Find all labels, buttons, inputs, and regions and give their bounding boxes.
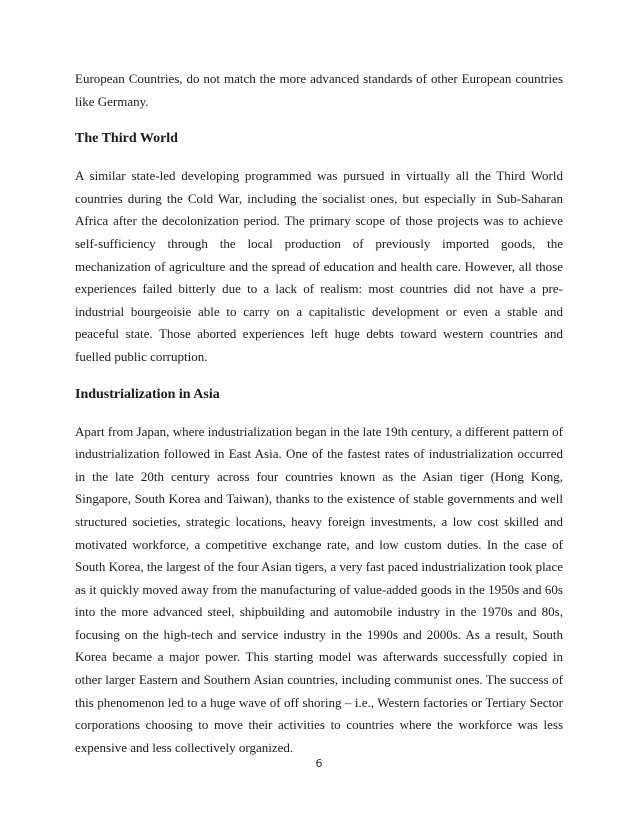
intro-paragraph: European Countries, do not match the more advanced standards of other European countries like Germany. (75, 71, 563, 109)
section-paragraph-industrialization-asia: Apart from Japan, where industrialization began in the late 19th century, a different pattern of industrialization followed in East Asia. One of the fastest rates of industrialization occurred in the late 20th century across four countries known as the Asian tiger (Hong Kong, Singapore, South Korea and Taiwan), thanks to the existence of stable governments and well structured societies, strategic locations, heavy foreign investments, a low cost skilled and motivated workforce, a competitive exchange rate, and low custom duties. In the case of South Korea, the largest of the four Asian tigers, a very fast paced industrialization took place as it quickly moved away from the manufacturing of value-added goods in the 1950s and 60s into the more advanced steel, shipbuilding and automobile industry in the 1970s and 80s, focusing on the high-tech and service industry in the 1990s and 2000s. As a result, South Korea became a major power. This starting model was afterwards successfully copied in other larger Eastern and Southern Asian countries, including communist ones. The success of this phenomenon led to a huge wave of off shoring – i.e., Western factories or Tertiary Sector corporations choosing to move their activities to countries where the workforce was less expensive and less collectively organized. (75, 423, 563, 755)
section-heading-third-world: The Third World (75, 131, 178, 147)
section-paragraph-third-world: A similar state-led developing programmed was pursued in virtually all the Third World countries during the Cold War, including the socialist ones, but especially in Sub-Saharan Africa after the decolonization period. The primary scope of those projects was to achieve self-sufficiency through the local production of previously imported goods, the mechanization of agriculture and the spread of education and health care. However, all those experiences failed bitterly due to a lack of realism: most countries did not have a pre-industrial bourgeoisie able to carry on a capitalistic development or even a stable and peaceful state. Those aborted experiences left huge debts toward western countries and fuelled public corruption. (75, 168, 563, 364)
page-number: 6 (315, 757, 323, 770)
page-content (75, 68, 563, 759)
section-heading-industrialization-asia: Industrialization in Asia (75, 386, 220, 402)
